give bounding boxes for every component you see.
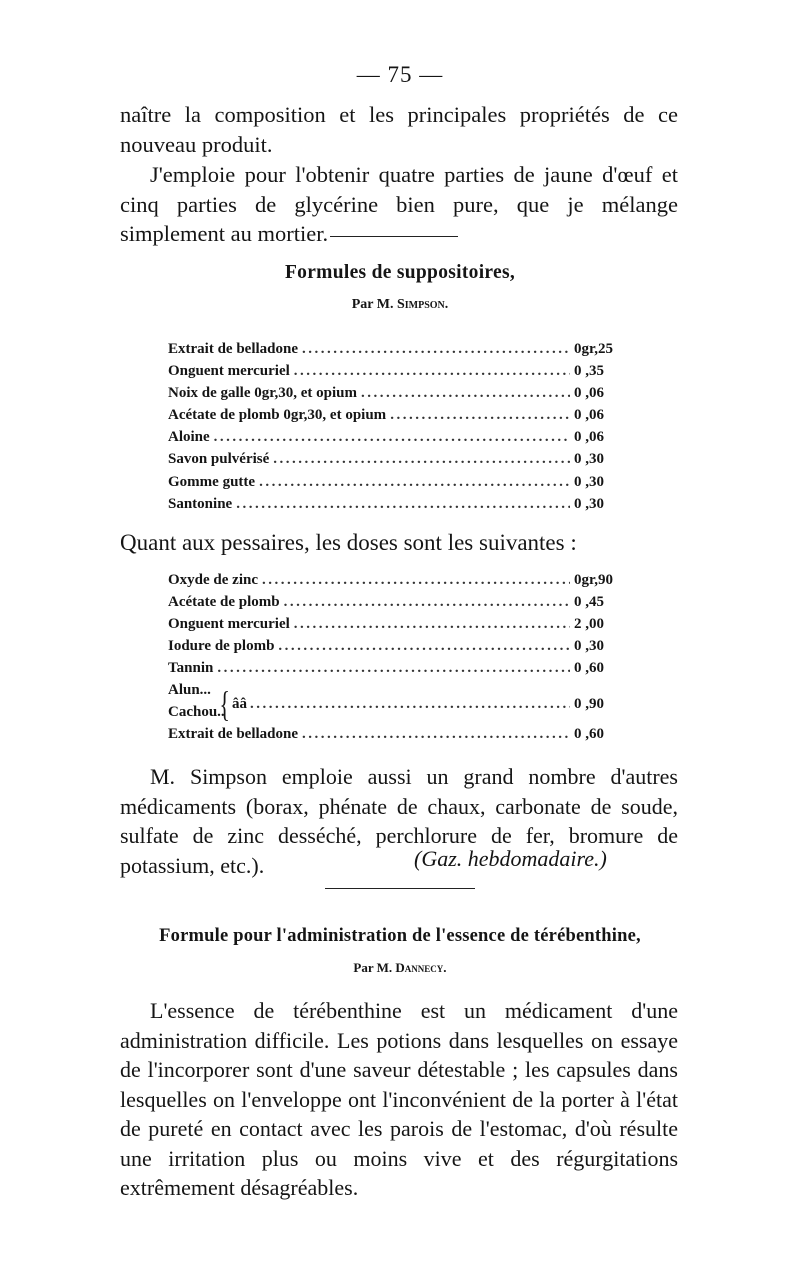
table-row: [168, 474, 628, 496]
ingredient-name: Acétate de plomb 0gr,30, et opium: [168, 407, 387, 424]
ingredient-name: Extrait de belladone: [168, 341, 298, 357]
table-row: [168, 660, 628, 682]
ingredient-quantity: 0 ,90: [574, 696, 604, 713]
leader-dots: [217, 660, 570, 677]
ingredient-name: Santonine: [168, 495, 233, 512]
section-divider: [325, 888, 475, 889]
ingredient-quantity: 0 ,60: [574, 660, 604, 677]
ingredient-quantity: 0 ,30: [574, 495, 604, 512]
ingredient-name: Extrait de belladone: [168, 726, 298, 743]
table-row: [168, 616, 628, 638]
section-divider: [330, 236, 458, 237]
ingredient-quantity: 0 ,30: [574, 638, 604, 655]
table-row: [168, 341, 628, 363]
ingredient-quantity: 0 ,06: [574, 407, 604, 424]
ingredient-quantity: 0gr,90: [574, 572, 614, 588]
table-row: [168, 363, 628, 385]
source-citation: (Gaz. hebdomadaire.): [414, 846, 607, 871]
byline-prefix: Par M.: [351, 297, 394, 312]
leader-dots: [250, 696, 570, 713]
leader-dots: [273, 451, 570, 468]
table-row: [168, 496, 628, 518]
section-title-suppositories: Formules de suppositoires,: [284, 262, 516, 283]
ingredient-name: Cachou..: [168, 704, 225, 721]
byline-author: Dannecy.: [395, 960, 447, 975]
table-row: [168, 385, 628, 407]
intro-paragraph-2: J'emploie pour l'obtenir quatre parties de jaune d'œuf et cinq parties de glycérine bien pure, que je mélange simplement au mortier.: [120, 162, 678, 246]
table-row: [168, 572, 628, 594]
table-row: [168, 407, 628, 429]
ingredient-name: Alun...: [168, 682, 211, 699]
ingredient-name: Onguent mercuriel: [168, 616, 290, 633]
terebenthine-paragraph: L'essence de térébenthine est un médicament d'une administration difficile. Les potions dans lesquelles on essaye de l'incorporer sont d'une saveur détestable ; les capsules dans lesquelles on l'enveloppe ont l'inconvénient de la porter à l'état de pureté en contact avec les parois de l'estomac, d'où résulte une irritation plus ou moins vive et des régurgitations extrêmement désagréables.: [120, 998, 678, 1200]
leader-dots: [302, 341, 570, 358]
pessaries-table: [168, 572, 628, 749]
table-row: [168, 726, 628, 748]
ingredient-quantity: 0 ,45: [574, 594, 604, 611]
ingredient-quantity: 0 ,30: [574, 473, 604, 490]
pessaries-intro: Quant aux pessaires, les doses sont les suivantes :: [120, 530, 577, 555]
ingredient-quantity: 0 ,06: [574, 429, 604, 446]
ingredient-quantity: 0 ,06: [574, 385, 604, 402]
section-byline-dannecy: [0, 960, 800, 976]
ingredient-name: Tannin: [168, 660, 214, 677]
section-byline-simpson: [0, 297, 800, 313]
leader-dots: [390, 407, 570, 424]
leader-dots: [302, 726, 570, 743]
leader-dots: [294, 363, 570, 380]
leader-dots: [361, 385, 570, 402]
table-row: [168, 429, 628, 451]
leader-dots: [236, 496, 570, 513]
suppositories-table: [168, 341, 628, 518]
leader-dots: [278, 638, 570, 655]
byline-author: Simpson.: [396, 297, 449, 312]
brace-glyph: {: [219, 684, 230, 725]
byline-prefix: Par M.: [353, 960, 393, 975]
table-row-grouped: [168, 682, 628, 726]
ingredient-quantity: 0 ,60: [574, 726, 604, 743]
ingredient-quantity: 0gr,25: [574, 341, 614, 357]
leader-dots: [294, 616, 570, 633]
table-row: [168, 638, 628, 660]
page-number: — 75 —: [356, 62, 444, 87]
leader-dots: [262, 572, 570, 589]
ingredient-quantity: 0 ,30: [574, 451, 604, 468]
leader-dots: [214, 429, 570, 446]
ingredient-quantity: 2 ,00: [574, 616, 604, 633]
ingredient-name: Iodure de plomb: [168, 638, 275, 655]
ana-abbreviation: ââ: [232, 696, 247, 713]
intro-paragraph-1: naître la composition et les principales propriétés de ce nouveau produit.: [120, 102, 678, 157]
ingredient-name: Oxyde de zinc: [168, 572, 258, 588]
ingredient-name: Acétate de plomb: [168, 594, 280, 611]
section-title-terebenthine: Formule pour l'administration de l'essence de térébenthine,: [159, 926, 641, 946]
leader-dots: [259, 474, 570, 491]
ingredient-quantity: 0 ,35: [574, 363, 604, 380]
table-row: [168, 451, 628, 473]
ingredient-name: Onguent mercuriel: [168, 363, 290, 380]
leader-dots: [284, 594, 570, 611]
table-row: [168, 594, 628, 616]
ingredient-name: Aloine: [168, 429, 210, 446]
ingredient-name: Noix de galle 0gr,30, et opium: [168, 385, 358, 402]
ingredient-name: Gomme gutte: [168, 473, 256, 490]
ingredient-name: Savon pulvérisé: [168, 451, 270, 468]
closing-paragraph: M. Simpson emploie aussi un grand nombre d'autres médicaments (borax, phénate de chaux, carbonate de soude, sulfate de zinc desséché, perchlorure de fer, bromure de potassium, etc.).: [120, 764, 678, 878]
